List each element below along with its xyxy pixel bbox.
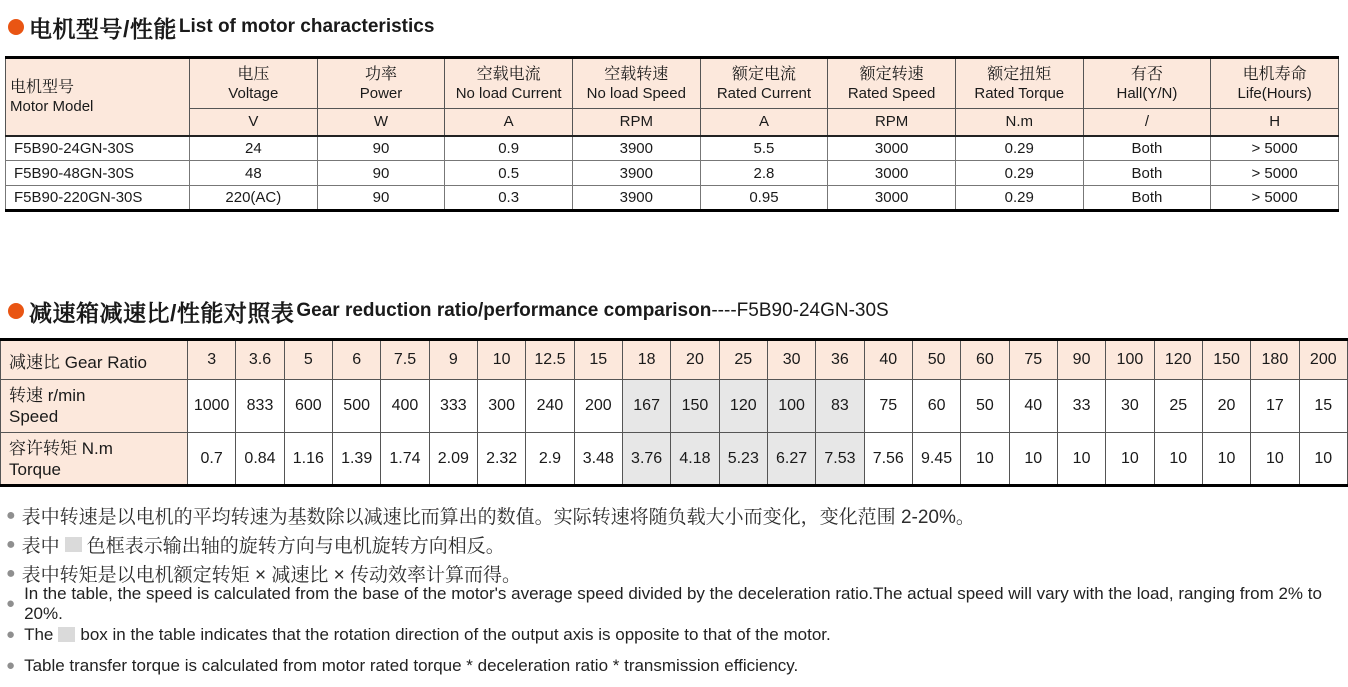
motor-column-header-en: Rated Current [716,84,812,102]
gear-torque-cell: 9.45 [912,433,960,486]
motor-column-header-en: Power [359,84,403,102]
gear-torque-cell: 10 [1299,433,1347,486]
gear-speed-label-en: Speed [9,407,59,426]
gear-speed-cell: 400 [381,380,429,433]
footnote-text: In the table, the speed is calculated from the base of the motor's average speed divided by the deceleration ratio.The actual speed will vary with the load, ranging from 2% to 20%. [24,583,1322,623]
gear-torque-cell: 10 [961,433,1009,486]
gear-section-title-en: Gear reduction ratio/performance comparison [296,300,712,321]
motor-model-header-en: Motor Model [10,97,94,115]
gear-torque-cell: 3.76 [622,433,670,486]
motor-table-body [6,136,1339,211]
motor-value-cell: 5.5 [700,136,828,161]
motor-model-cell: F5B90-220GN-30S [6,186,190,211]
gear-ratio-cell: 50 [912,340,960,380]
motor-value-cell: 48 [190,161,318,186]
gear-torque-cell: 10 [1251,433,1299,486]
motor-column-header-en: No load Speed [586,84,686,102]
gear-speed-cell: 600 [284,380,332,433]
motor-column-header-en: Life(Hours) [1237,84,1312,102]
gear-torque-cell: 2.09 [429,433,477,486]
gray-box-swatch-icon [58,627,75,642]
gear-speed-cell: 30 [1106,380,1154,433]
gear-ratio-cell: 40 [864,340,912,380]
gear-torque-cell: 5.23 [719,433,767,486]
gear-ratio-cell: 20 [671,340,719,380]
gear-section-title-cn: 减速箱减速比/性能对照表 [29,299,295,326]
motor-value-cell: 90 [317,136,445,161]
note-bullet-icon: ● [6,506,16,524]
gear-torque-cell: 7.56 [864,433,912,486]
gear-speed-cell: 167 [622,380,670,433]
motor-column-header [828,58,956,109]
note-bullet-icon: ● [6,564,16,582]
footnote-en-speed [6,583,1348,623]
gear-speed-cell: 17 [1251,380,1299,433]
motor-column-header [1083,58,1211,109]
motor-value-cell: Both [1083,136,1211,161]
gear-speed-cell: 120 [719,380,767,433]
gear-torque-cell: 3.48 [574,433,622,486]
motor-value-cell: 90 [317,186,445,211]
motor-table-row [6,186,1339,211]
gear-speed-label [1,380,188,433]
gear-torque-label-en: Torque [9,459,61,479]
motor-column-header-cn: 额定转速 [859,65,924,83]
motor-model-header [6,58,190,136]
gear-speed-cell: 83 [816,380,864,433]
gear-ratio-cell: 90 [1057,340,1105,380]
motor-value-cell: > 5000 [1211,161,1339,186]
motor-table-header-row [6,58,1339,109]
gear-section-title [8,296,1348,326]
gear-speed-cell: 833 [236,380,284,433]
motor-column-unit: N.m [955,109,1083,136]
motor-value-cell: 0.3 [445,186,573,211]
gear-speed-cell: 20 [1202,380,1250,433]
motor-column-unit: / [1083,109,1211,136]
motor-value-cell: 2.8 [700,161,828,186]
motor-column-header-cn: 空载电流 [476,65,541,83]
gear-speed-cell: 25 [1154,380,1202,433]
motor-column-header-cn: 额定电流 [731,65,796,83]
gear-ratio-cell: 180 [1251,340,1299,380]
motor-column-header [955,58,1083,109]
motor-column-unit: RPM [572,109,700,136]
gear-ratio-cell: 6 [332,340,380,380]
gear-torque-label-cn: 容许转矩 N.m [9,438,113,458]
motor-column-header-en: Rated Speed [847,84,936,102]
motor-table-row [6,161,1339,186]
gear-torque-cell: 0.7 [188,433,236,486]
gear-torque-label [1,433,188,486]
gear-speed-cell: 40 [1009,380,1057,433]
footnote-text: 表中转速是以电机的平均转速为基数除以减速比而算出的数值。实际转速将随负载大小而变化，变化范围 2-20%。 [21,507,975,528]
gear-torque-row [1,433,1348,486]
gear-speed-row [1,380,1348,433]
motor-value-cell: 90 [317,161,445,186]
motor-value-cell: 0.95 [700,186,828,211]
motor-column-unit: W [317,109,445,136]
motor-value-cell: 0.9 [445,136,573,161]
gear-ratio-cell: 10 [477,340,525,380]
motor-column-unit: V [190,109,318,136]
gear-ratio-row [1,340,1348,380]
note-bullet-icon: ● [6,595,16,612]
gear-torque-cell: 10 [1154,433,1202,486]
motor-value-cell: 3900 [572,161,700,186]
gear-ratio-cell: 18 [622,340,670,380]
motor-value-cell: 0.29 [955,161,1083,186]
gear-ratio-cell: 7.5 [381,340,429,380]
gear-ratio-cell: 75 [1009,340,1057,380]
gear-section-title-model: ----F5B90-24GN-30S [711,300,889,321]
footnote-en-graybox [6,619,1348,650]
footnote-cn-speed [6,501,1348,530]
motor-column-header-cn: 空载转速 [604,65,669,83]
gear-speed-cell: 240 [526,380,574,433]
motor-column-header-en: Rated Torque [974,84,1065,102]
motor-value-cell: 24 [190,136,318,161]
gear-ratio-table [0,338,1348,487]
gear-torque-cell: 7.53 [816,433,864,486]
note-bullet-icon: ● [6,535,16,553]
gear-torque-cell: 10 [1009,433,1057,486]
gear-speed-cell: 50 [961,380,1009,433]
gear-speed-cell: 200 [574,380,622,433]
gear-torque-cell: 0.84 [236,433,284,486]
motor-model-cell: F5B90-24GN-30S [6,136,190,161]
motor-column-header [445,58,573,109]
gray-box-swatch-icon [65,537,82,552]
gear-torque-cell: 2.9 [526,433,574,486]
footnote-text: box in the table indicates that the rotation direction of the output axis is opposite to that of the motor. [80,624,831,644]
motor-column-header [572,58,700,109]
motor-column-header-cn: 有否 [1130,65,1163,83]
motor-value-cell: 3000 [828,136,956,161]
gear-torque-cell: 2.32 [477,433,525,486]
motor-value-cell: 3000 [828,161,956,186]
gear-ratio-cell: 200 [1299,340,1347,380]
gear-speed-cell: 150 [671,380,719,433]
gear-speed-cell: 300 [477,380,525,433]
gear-ratio-label [1,340,188,380]
gear-torque-cell: 6.27 [767,433,815,486]
motor-value-cell: > 5000 [1211,136,1339,161]
gear-speed-cell: 500 [332,380,380,433]
footnote-text: 表中 [21,536,60,557]
footnote-text: Table transfer torque is calculated from motor rated torque * deceleration ratio * transmission efficiency. [24,655,799,675]
motor-section-title-en: List of motor characteristics [178,16,435,37]
gear-speed-label-cn: 转速 r/min [9,386,86,405]
gear-ratio-cell: 3.6 [236,340,284,380]
gear-ratio-cell: 3 [188,340,236,380]
gear-ratio-cell: 150 [1202,340,1250,380]
motor-column-header [1211,58,1339,109]
orange-bullet-icon [8,19,24,35]
motor-value-cell: Both [1083,186,1211,211]
gear-torque-cell: 4.18 [671,433,719,486]
note-bullet-icon: ● [6,657,16,674]
gear-speed-cell: 75 [864,380,912,433]
motor-column-header-cn: 电压 [237,65,270,83]
motor-value-cell: 3900 [572,186,700,211]
gear-torque-cell: 1.74 [381,433,429,486]
motor-column-header-en: Hall(Y/N) [1116,84,1178,102]
motor-table-units-row [6,109,1339,136]
gear-torque-cell: 10 [1106,433,1154,486]
footnote-cn-graybox [6,530,1348,559]
motor-value-cell: 3000 [828,186,956,211]
footnote-text: The [24,624,54,644]
motor-value-cell: 220(AC) [190,186,318,211]
motor-column-unit: A [445,109,573,136]
motor-column-unit: A [700,109,828,136]
gear-ratio-cell: 9 [429,340,477,380]
motor-value-cell: 0.5 [445,161,573,186]
motor-column-header-en: No load Current [455,84,562,102]
gear-speed-cell: 100 [767,380,815,433]
motor-model-cell: F5B90-48GN-30S [6,161,190,186]
motor-column-unit: H [1211,109,1339,136]
motor-characteristics-table [5,56,1339,212]
motor-value-cell: 0.29 [955,136,1083,161]
motor-column-header-cn: 功率 [364,65,397,83]
footnote-en-torque [6,650,1348,681]
gear-torque-cell: 10 [1202,433,1250,486]
motor-column-unit: RPM [828,109,956,136]
gear-speed-cell: 15 [1299,380,1347,433]
gear-ratio-cell: 5 [284,340,332,380]
note-bullet-icon: ● [6,626,16,643]
gear-ratio-cell: 30 [767,340,815,380]
motor-column-header [700,58,828,109]
gear-torque-cell: 1.16 [284,433,332,486]
motor-value-cell: Both [1083,161,1211,186]
gear-speed-cell: 60 [912,380,960,433]
motor-column-header-cn: 额定扭矩 [987,65,1052,83]
gear-ratio-cell: 60 [961,340,1009,380]
motor-section-title-cn: 电机型号/性能 [29,15,177,42]
gear-ratio-cell: 120 [1154,340,1202,380]
motor-column-header-cn: 电机寿命 [1242,65,1307,83]
motor-value-cell: 3900 [572,136,700,161]
motor-model-header-cn: 电机型号 [10,78,75,96]
motor-column-header [190,58,318,109]
gear-speed-cell: 33 [1057,380,1105,433]
footnote-text: 表中转矩是以电机额定转矩 × 减速比 × 传动效率计算而得。 [21,565,521,586]
gear-ratio-label-text: 减速比 Gear Ratio [9,352,147,372]
gear-torque-cell: 1.39 [332,433,380,486]
gear-ratio-cell: 12.5 [526,340,574,380]
motor-section-title [8,12,1348,42]
motor-value-cell: 0.29 [955,186,1083,211]
orange-bullet-icon [8,303,24,319]
gear-torque-cell: 10 [1057,433,1105,486]
motor-table-row [6,136,1339,161]
gear-speed-cell: 1000 [188,380,236,433]
footnote-text: 色框表示输出轴的旋转方向与电机旋转方向相反。 [86,536,505,557]
gear-ratio-cell: 36 [816,340,864,380]
footnotes [6,501,1348,681]
gear-speed-cell: 333 [429,380,477,433]
motor-value-cell: > 5000 [1211,186,1339,211]
motor-column-header [317,58,445,109]
motor-column-header-en: Voltage [228,84,279,102]
gear-ratio-cell: 100 [1106,340,1154,380]
gear-ratio-cell: 15 [574,340,622,380]
gear-ratio-cell: 25 [719,340,767,380]
